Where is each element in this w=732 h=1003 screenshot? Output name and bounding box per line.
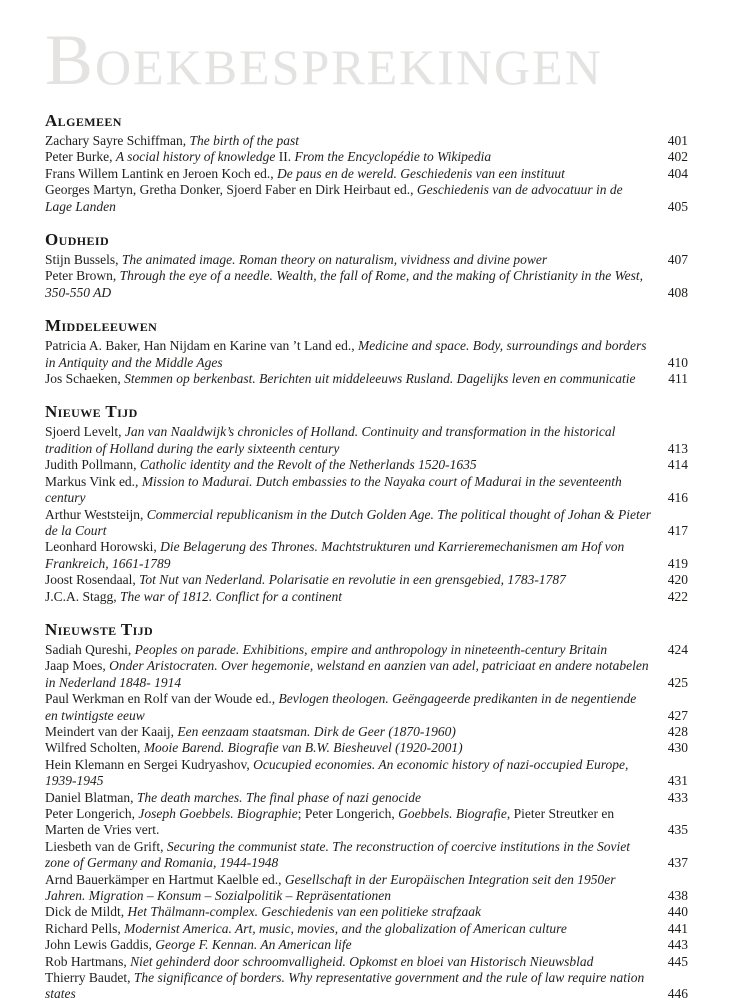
entry-text [45, 642, 652, 658]
toc-entry [45, 133, 688, 149]
entry-page-number: 430 [667, 740, 688, 756]
author-names: Frans Willem Lantink en Jeroen Koch ed., [45, 165, 278, 181]
book-title: Ocucupied economies. An economic history of nazi-occupied Europe, 1939-1945 [45, 756, 629, 789]
author-names: II. [278, 149, 295, 165]
book-title: The significance of borders. Why representative government and the rule of law require nation states [45, 970, 645, 1002]
author-names: Georges Martyn, Gretha Donker, Sjoerd Faber en Dirk Heirbaut ed., [45, 182, 417, 198]
toc-entry [45, 642, 688, 658]
author-names: Patricia A. Baker, Han Nijdam en Karine van ’t Land ed., [45, 338, 358, 354]
entry-text [45, 970, 652, 1003]
entry-page-number: 405 [667, 198, 688, 214]
author-names: John Lewis Gaddis, [45, 937, 156, 953]
entry-text [45, 658, 652, 691]
book-title: Het Thälmann-complex. Geschiedenis van een politieke strafzaak [127, 904, 482, 920]
section-entries [45, 338, 688, 387]
author-names: Paul Werkman en Rolf van der Woude ed., [45, 691, 279, 707]
toc-entry [45, 691, 688, 724]
entry-text [45, 166, 652, 182]
toc-entry [45, 872, 688, 905]
entry-page-number: 422 [667, 588, 688, 604]
author-names: Thierry Baudet, [45, 970, 134, 986]
toc-entry [45, 182, 688, 215]
author-names: ; Peter Longerich, [297, 806, 399, 821]
toc-entry [45, 790, 688, 806]
toc-entry [45, 970, 688, 1003]
entry-text [45, 954, 652, 970]
book-title: Niet gehinderd door schroomvalligheid. Opkomst en bloei van Historisch Nieuwsblad [130, 953, 594, 969]
entry-text [45, 149, 652, 165]
toc-entry [45, 424, 688, 457]
toc-section [45, 229, 688, 301]
entry-text [45, 539, 652, 572]
book-title: The death marches. The final phase of nazi genocide [136, 789, 421, 805]
author-names: Joost Rosendaal, [45, 572, 140, 588]
author-names: , Pieter Streutker en Marten de Vries vert. [45, 806, 615, 838]
toc-entry [45, 149, 688, 165]
toc-entry [45, 457, 688, 473]
entry-page-number: 420 [667, 572, 688, 588]
section-entries [45, 133, 688, 215]
entry-page-number: 441 [667, 920, 688, 936]
entry-page-number: 410 [667, 354, 688, 370]
entry-page-number: 428 [667, 723, 688, 739]
entry-text [45, 589, 652, 605]
entry-page-number: 407 [667, 252, 688, 268]
book-title: Tot Nut van Nederland. Polarisatie en revolutie in een grensgebied, 1783-1787 [139, 572, 566, 588]
entry-page-number: 417 [667, 522, 688, 538]
entry-page-number: 431 [667, 773, 688, 789]
entry-page-number: 416 [667, 490, 688, 506]
author-names: Markus Vink ed., [45, 473, 142, 489]
entry-page-number: 443 [667, 937, 688, 953]
author-names: Liesbeth van de Grift, [45, 838, 167, 854]
entry-text [45, 757, 652, 790]
book-title: Medicine and space. Body, surroundings and borders in Antiquity and the Middle Ages [45, 338, 647, 370]
book-title: Stemmen op berkenbast. Berichten uit middeleeuws Rusland. Dagelijks leven en communicatie [124, 371, 636, 387]
entry-text [45, 904, 652, 920]
section-heading: Nieuwste Tijd [45, 619, 154, 639]
book-title: Commercial republicanism in the Dutch Golden Age. The political thought of Johan & Pieter de la Court [45, 506, 651, 538]
book-title: The animated image. Roman theory on naturalism, vividness and divine power [121, 252, 548, 268]
book-title: Joseph Goebbels. Biographie [138, 806, 298, 821]
toc-section [45, 619, 688, 1003]
section-entries [45, 642, 688, 1003]
toc-entry [45, 839, 688, 872]
entry-page-number: 425 [667, 674, 688, 690]
section-entries [45, 252, 688, 301]
toc-entry [45, 589, 688, 605]
entry-page-number: 411 [668, 371, 688, 387]
entry-page-number: 445 [667, 953, 688, 969]
author-names: Stijn Bussels, [45, 252, 122, 268]
entry-page-number: 419 [667, 555, 688, 571]
toc-section [45, 110, 688, 215]
entry-page-number: 413 [667, 440, 688, 456]
entry-page-number: 438 [667, 888, 688, 904]
book-title: Mission to Madurai. Dutch embassies to the Nayaka court of Madurai in the seventeenth century [45, 473, 622, 506]
entry-page-number: 427 [667, 707, 688, 723]
author-names: Richard Pells, [45, 920, 125, 936]
author-names: Arthur Weststeijn, [45, 506, 147, 522]
book-title: From the Encyclopédie to Wikipedia [294, 149, 492, 165]
entry-text [45, 921, 652, 937]
author-names: Leonhard Horowski, [45, 539, 161, 555]
author-names: Sadiah Qureshi, [45, 641, 135, 657]
entry-text [45, 872, 652, 905]
toc-entry [45, 954, 688, 970]
book-title: George F. Kennan. An American life [155, 937, 352, 953]
toc-entry [45, 474, 688, 507]
toc-entry [45, 252, 688, 268]
author-names: Rob Hartmans, [45, 953, 131, 969]
section-heading: Oudheid [45, 230, 110, 250]
entry-text [45, 790, 652, 806]
entry-page-number: 402 [667, 149, 688, 165]
section-heading: Nieuwe Tijd [45, 402, 138, 422]
toc-entry [45, 904, 688, 920]
entry-text [45, 268, 652, 301]
toc-entry [45, 740, 688, 756]
author-names: Zachary Sayre Schiffman, [45, 133, 190, 148]
author-names: Judith Pollmann, [45, 457, 140, 473]
entry-page-number: 440 [667, 904, 688, 920]
author-names: Meindert van der Kaaij, [45, 723, 178, 739]
author-names: Peter Brown, [45, 268, 120, 284]
toc-entry [45, 268, 688, 301]
section-entries [45, 424, 688, 604]
book-title: A social history of knowledge [115, 149, 279, 165]
author-names: Arnd Bauerkämper en Hartmut Kaelble ed., [45, 871, 285, 887]
entry-page-number: 424 [667, 641, 688, 657]
book-title: Catholic identity and the Revolt of the Netherlands 1520-1635 [139, 457, 477, 473]
toc-entry [45, 757, 688, 790]
entry-text [45, 338, 652, 371]
entry-text [45, 182, 652, 215]
entry-text [45, 572, 652, 588]
entry-text [45, 474, 652, 507]
section-heading: Algemeen [45, 111, 122, 130]
author-names: J.C.A. Stagg, [45, 588, 121, 604]
toc-entry [45, 806, 688, 839]
entry-text [45, 806, 652, 839]
author-names: Jos Schaeken, [45, 371, 125, 387]
book-title: Jan van Naaldwijk’s chronicles of Holland. Continuity and transformation in the historical tradition of Holland during the early sixteenth century [45, 424, 616, 456]
toc-sections [45, 110, 688, 1003]
entry-page-number: 437 [667, 855, 688, 871]
book-title: Geschiedenis van de advocatuur in de Lage Landen [45, 182, 623, 214]
entry-text [45, 371, 652, 387]
book-title: The birth of the past [189, 133, 299, 148]
toc-entry [45, 507, 688, 540]
author-names: Peter Burke, [45, 149, 116, 165]
book-title: Bevlogen theologen. Geëngageerde predikanten in de negentiende en twintigste eeuw [45, 691, 637, 723]
toc-section [45, 401, 688, 604]
book-title: Through the eye of a needle. Wealth, the fall of Rome, and the making of Christianity in the West, 350-550 AD [45, 268, 644, 300]
entry-text [45, 839, 652, 872]
toc-entry [45, 572, 688, 588]
entry-text [45, 724, 652, 740]
entry-page-number: 408 [667, 284, 688, 300]
author-names: Hein Klemann en Sergei Kudryashov, [45, 756, 254, 772]
entry-text [45, 133, 652, 149]
toc-entry [45, 166, 688, 182]
book-title: The war of 1812. Conflict for a continent [120, 588, 343, 604]
entry-text [45, 507, 652, 540]
author-names: Wilfred Scholten, [45, 740, 144, 756]
entry-text [45, 937, 652, 953]
entry-text [45, 691, 652, 724]
toc-entry [45, 658, 688, 691]
entry-text [45, 424, 652, 457]
entry-text [45, 252, 652, 268]
toc-entry [45, 338, 688, 371]
section-heading: Middeleeuwen [45, 316, 158, 336]
book-title: Een eenzaam staatsman. Dirk de Geer (1870-1960) [177, 723, 456, 739]
book-title: Goebbels. Biografie [398, 806, 507, 821]
book-title: Mooie Barend. Biografie van B.W. Biesheuvel (1920-2001) [143, 740, 463, 756]
toc-entry [45, 937, 688, 953]
author-names: Sjoerd Levelt, [45, 424, 125, 440]
toc-entry [45, 371, 688, 387]
entry-text [45, 457, 652, 473]
author-names: Peter Longerich, [45, 806, 139, 821]
book-title: Peoples on parade. Exhibitions, empire and anthropology in nineteenth-century Britain [134, 641, 608, 657]
book-title: Modernist America. Art, music, movies, and the globalization of American culture [124, 920, 567, 936]
toc-section [45, 315, 688, 387]
entry-page-number: 433 [667, 789, 688, 805]
book-title: Gesellschaft in der Europäischen Integration seit den 1950er Jahren. Migration – Konsum – Sozialpolitik – Repräsentationen [45, 871, 616, 904]
author-names: Jaap Moes, [45, 658, 110, 674]
entry-text [45, 740, 652, 756]
book-title: Securing the communist state. The reconstruction of coercive institutions in the Soviet zone of Germany and Romania, 1944-1948 [45, 838, 631, 871]
toc-entry [45, 539, 688, 572]
book-title: Onder Aristocraten. Over hegemonie, welstand en aanzien van adel, patriciaat en andere notabelen in Nederland 1848- 1914 [45, 658, 649, 690]
author-names: Dick de Mildt, [45, 904, 128, 920]
toc-entry [45, 724, 688, 740]
entry-page-number: 401 [667, 133, 688, 148]
book-title: Die Belagerung des Thrones. Machtstrukturen und Karrieremechanismen am Hof von Frankreich, 1661-1789 [45, 539, 625, 571]
entry-page-number: 446 [667, 986, 688, 1002]
entry-page-number: 435 [667, 822, 688, 838]
toc-entry [45, 921, 688, 937]
page-title: Boekbesprekingen [45, 20, 603, 100]
author-names: Daniel Blatman, [45, 789, 137, 805]
entry-page-number: 404 [667, 165, 688, 181]
entry-page-number: 414 [667, 457, 688, 473]
book-title: De paus en de wereld. Geschiedenis van een instituut [277, 165, 565, 181]
